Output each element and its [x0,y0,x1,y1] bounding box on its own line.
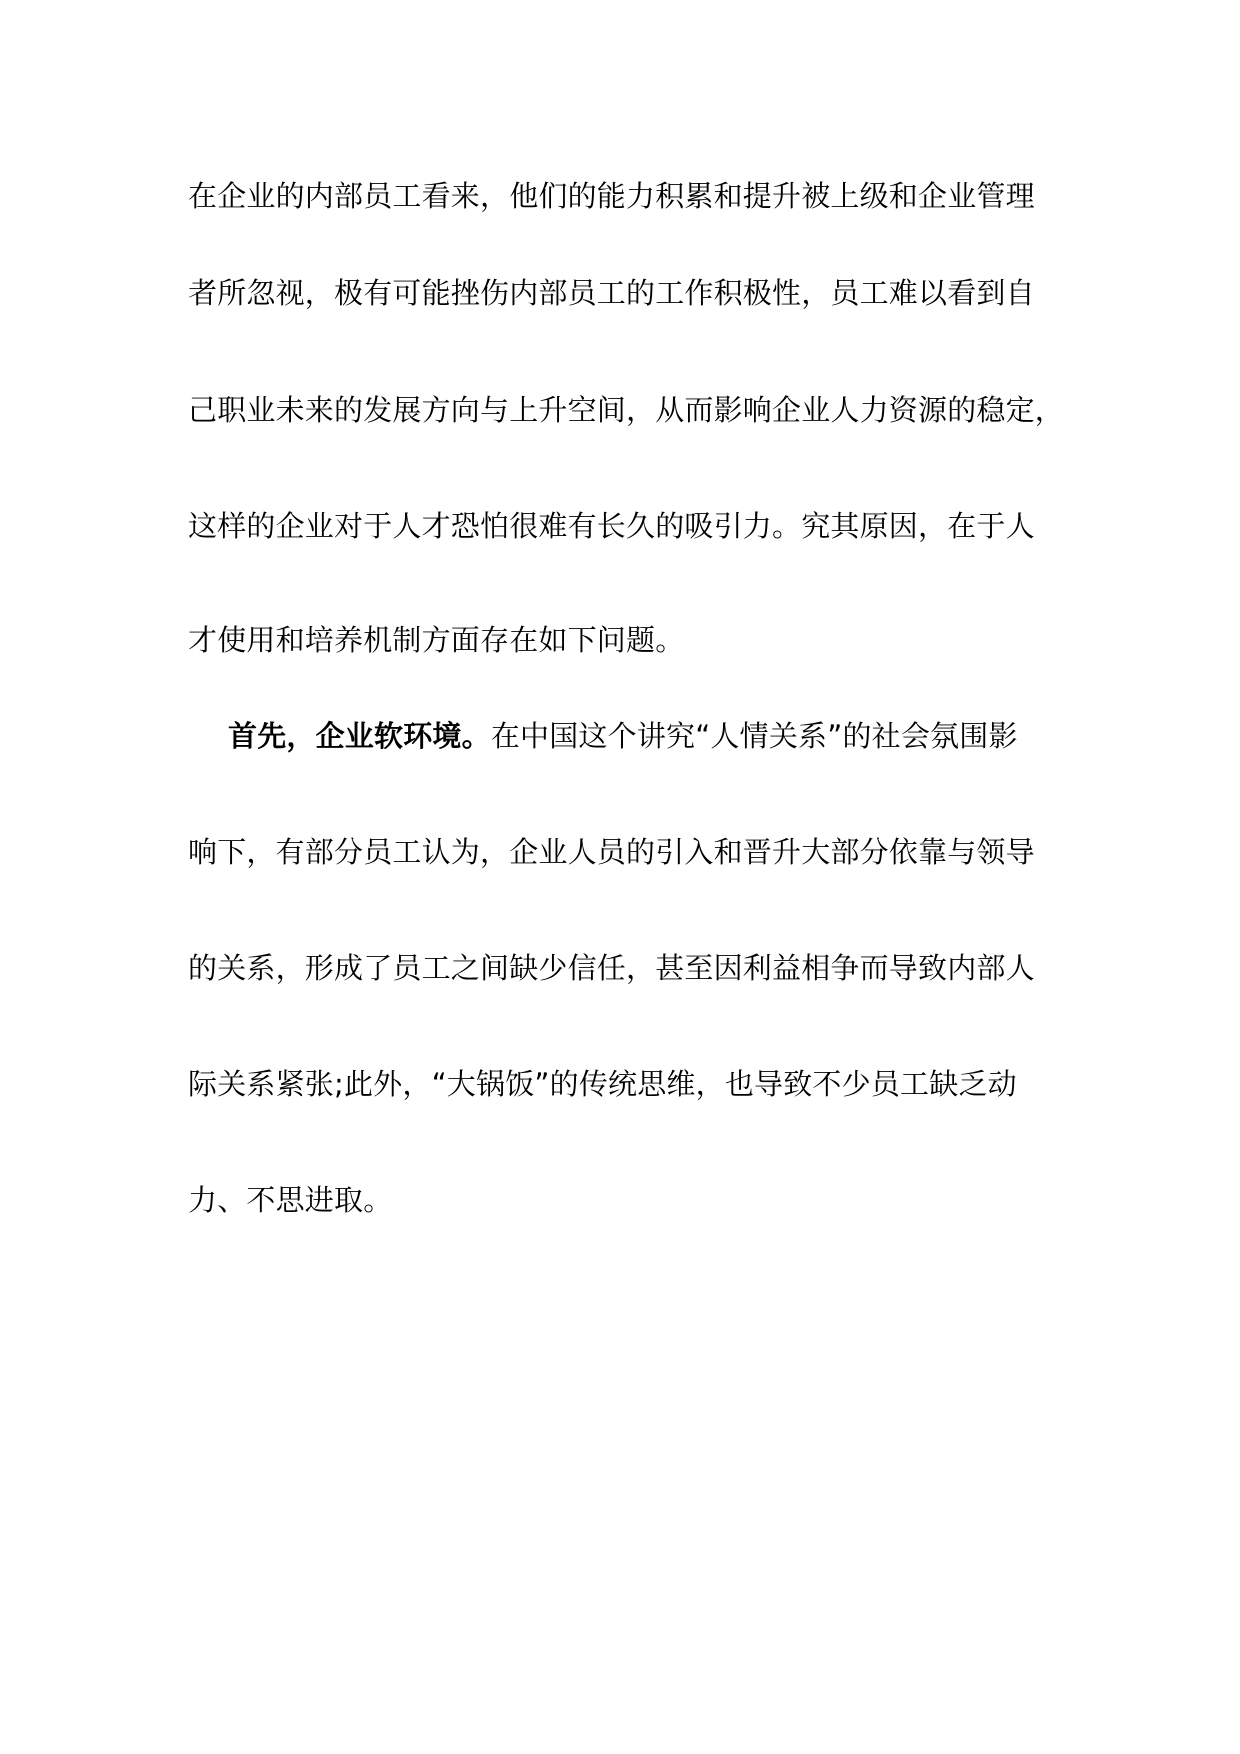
paragraph-2-line-1 [228,716,1018,756]
paragraph-2-line-2: 响下，有部分员工认为，企业人员的引入和晋升大部分依靠与领导 [188,835,1035,869]
paragraph-1-line-2: 者所忽视，极有可能挫伤内部员工的工作积极性，员工难以看到自 [188,276,1035,310]
paragraph-1-line-4: 这样的企业对于人才恐怕很难有长久的吸引力。究其原因，在于人 [188,509,1035,543]
paragraph-2-heading: 首先，企业软环境。 [228,719,491,753]
paragraph-2-line-4: 际关系紧张;此外，“大锅饭”的传统思维，也导致不少员工缺乏动 [188,1067,1017,1101]
paragraph-1-line-3: 己职业未来的发展方向与上升空间，从而影响企业人力资源的稳定， [188,393,1065,427]
paragraph-2-line-3: 的关系，形成了员工之间缺少信任，甚至因利益相争而导致内部人 [188,951,1035,985]
paragraph-2-line-1-text: 在中国这个讲究“人情关系”的社会氛围影 [490,719,1018,753]
paragraph-1-line-1: 在企业的内部员工看来，他们的能力积累和提升被上级和企业管理 [188,179,1035,213]
paragraph-1-line-5: 才使用和培养机制方面存在如下问题。 [188,623,685,657]
paragraph-2-line-5: 力、不思进取。 [188,1183,393,1217]
